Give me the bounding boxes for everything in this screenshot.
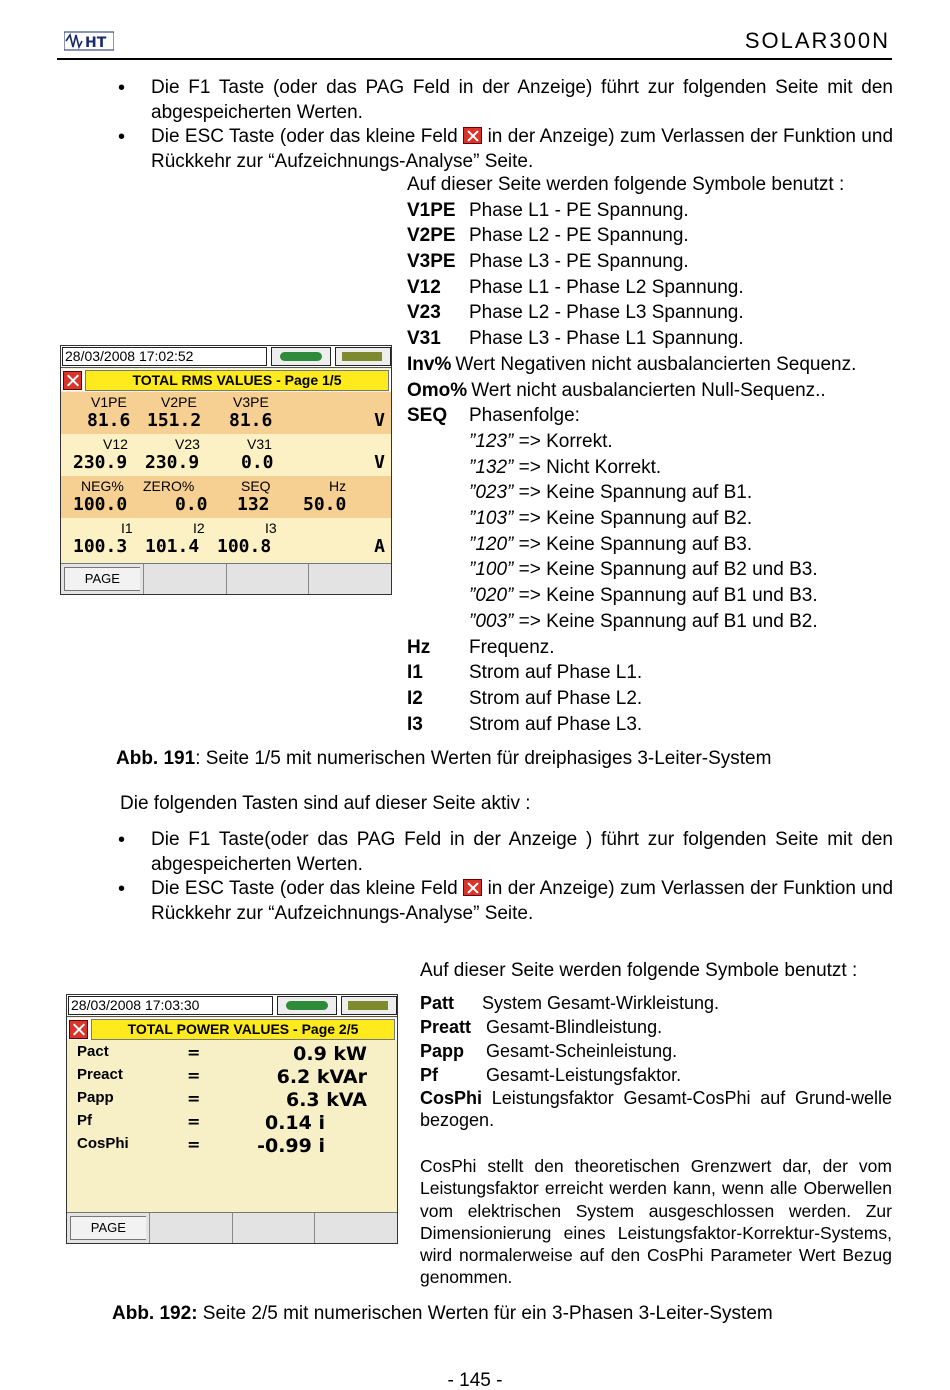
seq-code: ”132”: [469, 456, 514, 478]
value-v23: 230.9: [145, 452, 200, 473]
header-divider: [57, 58, 892, 60]
battery-icon: [341, 996, 397, 1015]
bullet-text: in der Anzeige) zum Verlassen der Funktion und Rückkehr zur “Aufzeichnungs-Analyse” Seite.: [151, 126, 894, 172]
value-hz: 50.0: [303, 494, 347, 515]
power-eq: =: [187, 1089, 201, 1108]
bullets-mid: [118, 828, 893, 926]
symbol-value: Phase L2 - Phase L3 Spannung.: [469, 302, 744, 324]
power-row: [67, 1043, 397, 1066]
cosphi-paragraph: CosPhi stellt den theoretischen Grenzwert dar, der vom Leistungsfaktor erreicht werden kann, wenn alle Oberwellen vom elektrischen System ausgeschlossen werden. Zur Dimensionierung eines Leistungsfaktor-Korrektur-Systems, wird normalerweise auf den CosPhi Parameter Wert Bezug genommen.: [420, 1156, 892, 1288]
seq-code: ”023”: [469, 482, 514, 504]
close-icon[interactable]: [63, 371, 82, 390]
symbol-value: Wert nicht ausbalancierten Null-Sequenz..: [471, 379, 826, 401]
symbol-key: V3PE: [407, 251, 456, 272]
seq-item: [407, 429, 897, 455]
symbol-row: [420, 1015, 892, 1039]
power-eq: =: [187, 1066, 201, 1085]
symbol-row: [407, 403, 897, 429]
seq-item: [407, 506, 897, 532]
device-screen-rms: [60, 345, 392, 595]
power-name: Pact: [77, 1043, 109, 1060]
symbol-intro: Auf dieser Seite werden folgende Symbole benutzt :: [420, 960, 858, 981]
device-status-bar: [67, 995, 397, 1017]
label-v1pe: V1PE: [91, 394, 127, 410]
symbol-value: Wert Negativen nicht ausbalancierten Sequenz.: [455, 353, 857, 375]
symbol-row: [407, 378, 897, 404]
symbol-key: Preatt: [420, 1017, 472, 1037]
symbol-intro: Auf dieser Seite werden folgende Symbole benutzt :: [407, 174, 845, 195]
label-v31: V31: [247, 436, 272, 452]
softkey-1[interactable]: [67, 1213, 150, 1243]
value-v3pe: 81.6: [229, 410, 273, 431]
seq-text: => Nicht Korrekt.: [518, 456, 662, 478]
softkey-1[interactable]: [61, 564, 144, 594]
seq-text: => Keine Spannung auf B1 und B3.: [518, 585, 818, 607]
caption-label: Abb. 192:: [112, 1303, 198, 1324]
unit-voltage: V: [374, 410, 385, 431]
device-title: TOTAL RMS VALUES - Page 1/5: [85, 370, 389, 391]
symbol-row: [407, 635, 897, 661]
symbol-row: [407, 300, 897, 326]
symbol-row: [407, 326, 897, 352]
seq-item: [407, 455, 897, 481]
symbol-key: V2PE: [407, 225, 456, 247]
value-seq: 132: [237, 494, 270, 515]
figure-caption-191: [116, 748, 771, 770]
value-v1pe: 81.6: [87, 410, 131, 431]
device-title: TOTAL POWER VALUES - Page 2/5: [91, 1019, 395, 1040]
label-neg: NEG%: [81, 478, 124, 494]
bullet-item: [118, 877, 893, 926]
symbol-row: [407, 198, 897, 224]
softkey-2[interactable]: [144, 564, 227, 594]
symbol-row: [407, 249, 897, 275]
symbol-value: Phase L3 - Phase L1 Spannung.: [469, 328, 744, 350]
page-number: - 145 -: [447, 1370, 503, 1390]
label-zero: ZERO%: [143, 478, 195, 494]
value-zero: 0.0: [175, 494, 208, 515]
label-hz: Hz: [329, 478, 347, 494]
bullet-text: Die ESC Taste (oder das kleine Feld: [151, 126, 458, 147]
seq-code: ”103”: [469, 508, 514, 530]
symbol-value: Strom auf Phase L3.: [469, 713, 643, 735]
symbol-row: [407, 660, 897, 686]
symbol-value: Strom auf Phase L2.: [469, 687, 643, 709]
power-eq: =: [187, 1043, 201, 1062]
symbol-key: I3: [407, 713, 423, 735]
symbol-row: [420, 991, 892, 1015]
page-button[interactable]: PAGE: [64, 567, 140, 591]
close-icon: [463, 879, 482, 896]
power-name: Preact: [77, 1066, 123, 1083]
symbol-row: [407, 275, 897, 301]
symbol-value: System Gesamt-Wirkleistung.: [482, 993, 720, 1013]
softkey-4[interactable]: [315, 1213, 397, 1243]
power-eq: =: [187, 1112, 201, 1131]
bullet-item: • Die F1 Taste(oder das PAG Feld in der Anzeige ) führt zur folgenden Seite mit den abgespeicherten Werten.: [118, 828, 893, 877]
seq-text: => Keine Spannung auf B3.: [518, 533, 753, 555]
symbol-value: Phasenfolge:: [469, 405, 580, 427]
power-values-list: [67, 1041, 397, 1211]
seq-item: [407, 532, 897, 558]
logo-text: HT: [85, 35, 107, 51]
close-icon[interactable]: [69, 1020, 88, 1039]
softkey-4[interactable]: [309, 564, 391, 594]
label-i1: I1: [121, 520, 133, 536]
document-title: SOLAR300N: [744, 28, 890, 53]
bullet-text: in der Anzeige) zum Verlassen der Funktion und Rückkehr zur “Aufzeichnungs-Analyse” Seite.: [151, 878, 894, 924]
value-v31: 0.0: [241, 452, 274, 473]
cosphi-definition: [420, 1087, 892, 1131]
unit-current: A: [374, 536, 385, 557]
rms-values-grid: [61, 392, 391, 562]
value-i1: 100.3: [73, 536, 128, 557]
power-value: 0.9 kW: [293, 1043, 367, 1065]
battery-icon: [335, 347, 391, 366]
device-datetime: 28/03/2008 17:02:52: [62, 347, 267, 366]
symbol-key: I1: [407, 662, 423, 684]
value-i2: 101.4: [145, 536, 200, 557]
symbol-key: V1PE: [407, 199, 456, 221]
symbol-key: Papp: [420, 1041, 465, 1061]
device-datetime: 28/03/2008 17:03:30: [68, 996, 273, 1015]
caption-text: Seite 2/5 mit numerischen Werten für ein 3-Phasen 3-Leiter-System: [197, 1303, 773, 1324]
power-value: 0.14 i: [264, 1112, 325, 1134]
power-name: CosPhi: [77, 1135, 129, 1152]
keys-intro: Die folgenden Tasten sind auf dieser Seite aktiv :: [120, 793, 531, 814]
symbol-key: CosPhi: [420, 1088, 483, 1108]
label-v23: V23: [175, 436, 200, 452]
symbol-value: Phase L1 - Phase L2 Spannung.: [469, 276, 744, 298]
power-row: [67, 1089, 397, 1112]
seq-code: ”123”: [469, 430, 514, 452]
softkey-2[interactable]: [150, 1213, 233, 1243]
value-neg: 100.0: [73, 494, 128, 515]
symbol-value: Strom auf Phase L1.: [469, 662, 643, 684]
power-row: [67, 1066, 397, 1089]
recording-icon: [271, 347, 331, 366]
power-value: 6.2 kVAr: [276, 1066, 367, 1088]
label-v3pe: V3PE: [233, 394, 269, 410]
seq-code: ”120”: [469, 533, 514, 555]
symbol-key: V31: [407, 328, 441, 350]
label-i2: I2: [193, 520, 205, 536]
softkey-3[interactable]: [227, 564, 310, 594]
label-seq: SEQ: [241, 478, 271, 494]
symbol-row: [420, 1039, 892, 1063]
figure-caption-192: [112, 1303, 773, 1325]
symbol-value: Frequenz.: [469, 636, 555, 658]
symbol-row: [420, 1063, 892, 1087]
bullet-item: • Die F1 Taste (oder das PAG Feld in der Anzeige) führt zur folgenden Seite mit den abgespeicherten Werten.: [118, 76, 893, 125]
power-row: [67, 1135, 397, 1158]
bullet-text: Die ESC Taste (oder das kleine Feld: [151, 878, 458, 899]
symbol-value: Phase L3 - PE Spannung.: [469, 251, 689, 272]
bullet-item: [118, 125, 893, 174]
label-v12: V12: [103, 436, 128, 452]
symbol-key: Patt: [420, 993, 455, 1013]
power-name: Papp: [77, 1089, 114, 1106]
device-softkeys: [67, 1212, 397, 1243]
symbol-value: Leistungsfaktor Gesamt-CosPhi auf Grund-welle bezogen.: [420, 1088, 892, 1130]
seq-text: => Keine Spannung auf B1 und B2.: [518, 610, 818, 632]
symbol-key: Hz: [407, 636, 431, 658]
symbol-key: Omo%: [407, 379, 468, 401]
seq-text: => Keine Spannung auf B2 und B3.: [518, 559, 818, 581]
symbol-value: Gesamt-Blindleistung.: [486, 1017, 663, 1037]
label-i3: I3: [265, 520, 277, 536]
symbol-key: Inv%: [407, 353, 452, 375]
symbol-key: V12: [407, 276, 441, 298]
symbol-row: [407, 223, 897, 249]
value-v2pe: 151.2: [147, 410, 202, 431]
seq-text: => Keine Spannung auf B1.: [518, 482, 753, 504]
seq-item: [407, 480, 897, 506]
device-title-bar: [67, 1018, 397, 1040]
seq-text: => Keine Spannung auf B2.: [518, 508, 753, 530]
seq-code: ”100”: [469, 559, 514, 581]
symbol-row: [407, 352, 897, 378]
symbol-list-2: [420, 959, 892, 1289]
unit-voltage: V: [374, 452, 385, 473]
seq-item: [407, 557, 897, 583]
value-v12: 230.9: [73, 452, 128, 473]
ht-logo: [64, 30, 114, 52]
symbol-row: [407, 686, 897, 712]
value-i3: 100.8: [217, 536, 272, 557]
device-status-bar: [61, 346, 391, 368]
symbol-list-1: [407, 172, 897, 737]
seq-code: ”020”: [469, 585, 514, 607]
power-value: 6.3 kVA: [285, 1089, 367, 1111]
seq-item: [407, 583, 897, 609]
softkey-3[interactable]: [233, 1213, 316, 1243]
caption-text: : Seite 1/5 mit numerischen Werten für dreiphasiges 3-Leiter-System: [195, 748, 772, 769]
symbol-value: Phase L1 - PE Spannung.: [469, 199, 689, 221]
bullets-top: [118, 76, 893, 174]
device-softkeys: [61, 563, 391, 594]
symbol-value: Gesamt-Scheinleistung.: [486, 1041, 678, 1061]
device-title-bar: [61, 369, 391, 391]
page-button[interactable]: PAGE: [70, 1216, 146, 1240]
power-row: [67, 1112, 397, 1135]
symbol-value: Phase L2 - PE Spannung.: [469, 225, 689, 247]
symbol-value: Gesamt-Leistungsfaktor.: [486, 1065, 682, 1085]
symbol-key: SEQ: [407, 405, 448, 427]
power-value: -0.99 i: [257, 1135, 325, 1157]
power-name: Pf: [77, 1112, 92, 1129]
power-eq: =: [187, 1135, 201, 1154]
symbol-key: V23: [407, 302, 441, 324]
seq-code: ”003”: [469, 610, 514, 632]
label-v2pe: V2PE: [161, 394, 197, 410]
close-icon: [463, 127, 482, 144]
symbol-row: [407, 712, 897, 738]
caption-label: Abb. 191: [116, 748, 196, 769]
symbol-key: Pf: [420, 1065, 438, 1085]
recording-icon: [277, 996, 337, 1015]
symbol-key: I2: [407, 687, 423, 709]
seq-item: [407, 609, 897, 635]
seq-text: => Korrekt.: [518, 430, 613, 452]
device-screen-power: [66, 994, 398, 1244]
